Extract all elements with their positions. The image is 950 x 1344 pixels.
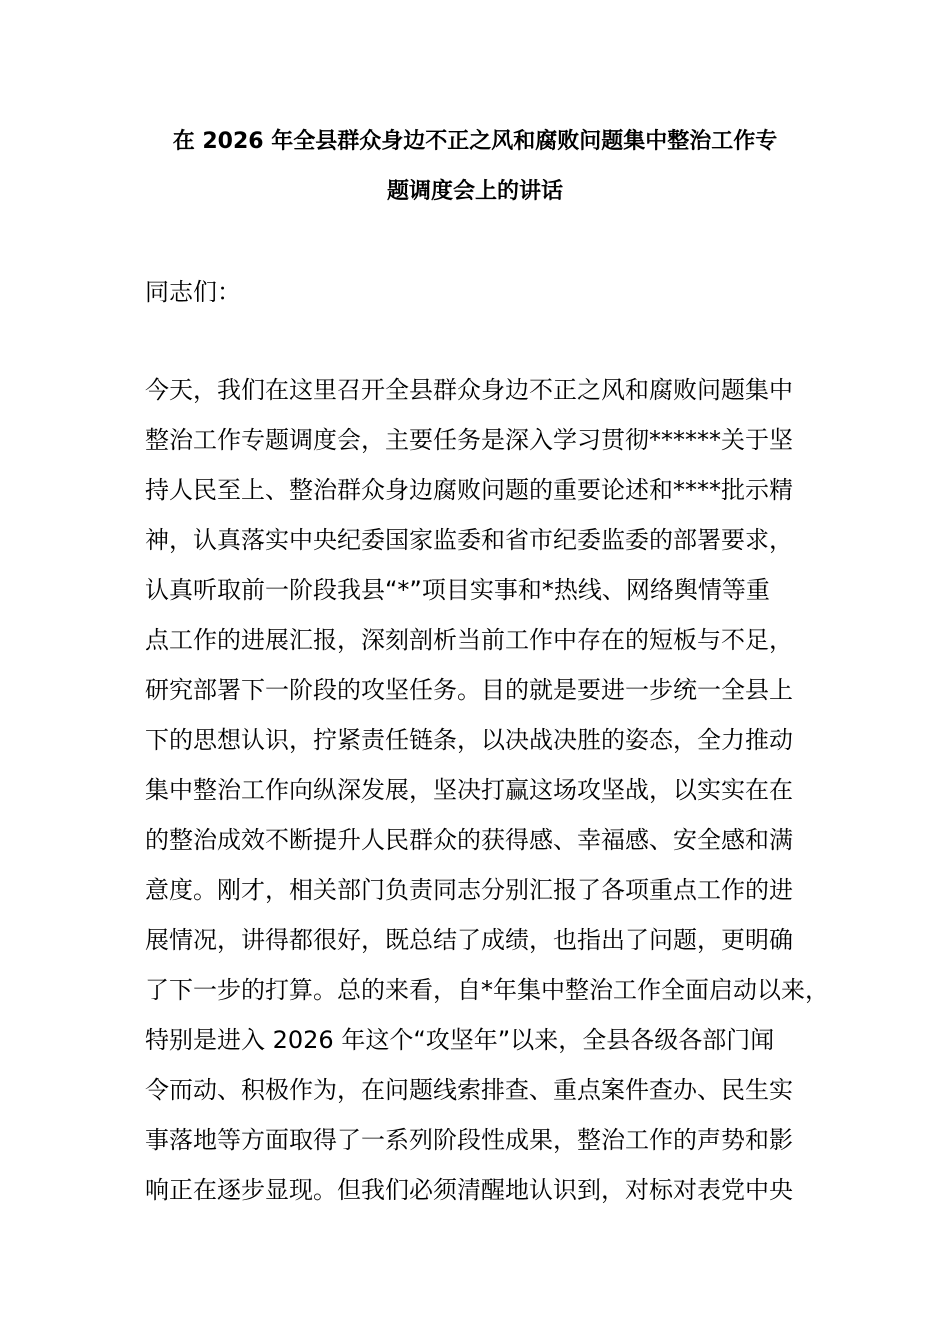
body-line: 持人民至上、整治群众身边腐败问题的重要论述和****批示精 [145,476,793,504]
body-line: 意度。刚才，相关部门负责同志分别汇报了各项重点工作的进 [145,876,793,904]
body-line: 认真听取前一阶段我县“*”项目实事和*热线、网络舆情等重 [145,576,770,604]
body-line: 点工作的进展汇报，深刻剖析当前工作中存在的短板与不足， [145,626,793,654]
body-line: 展情况，讲得都很好，既总结了成绩，也指出了问题，更明确 [145,926,793,954]
body-line: 的整治成效不断提升人民群众的获得感、幸福感、安全感和满 [145,826,793,854]
body-line: 集中整治工作向纵深发展，坚决打赢这场攻坚战，以实实在在 [145,776,793,804]
body-line: 特别是进入 2026 年这个“攻坚年”以来，全县各级各部门闻 [145,1026,775,1054]
body-line: 神，认真落实中央纪委国家监委和省市纪委监委的部署要求， [145,526,793,554]
salutation: 同志们： [145,278,241,306]
body-line: 事落地等方面取得了一系列阶段性成果，整治工作的声势和影 [145,1126,793,1154]
body-line: 令而动、积极作为，在问题线索排查、重点案件查办、民生实 [145,1076,793,1104]
body-line: 了下一步的打算。总的来看，自*年集中整治工作全面启动以来， [145,976,829,1004]
document-title-line-1: 在 2026 年全县群众身边不正之风和腐败问题集中整治工作专 [172,129,778,154]
document-title-line-2: 题调度会上的讲话 [386,179,563,204]
body-line: 下的思想认识，拧紧责任链条，以决战决胜的姿态，全力推动 [145,726,793,754]
body-line: 今天，我们在这里召开全县群众身边不正之风和腐败问题集中 [145,376,793,404]
body-line: 整治工作专题调度会，主要任务是深入学习贯彻******关于坚 [145,426,793,454]
body-line: 研究部署下一阶段的攻坚任务。目的就是要进一步统一全县上 [145,676,793,704]
body-line: 响正在逐步显现。但我们必须清醒地认识到，对标对表党中央 [145,1176,793,1204]
